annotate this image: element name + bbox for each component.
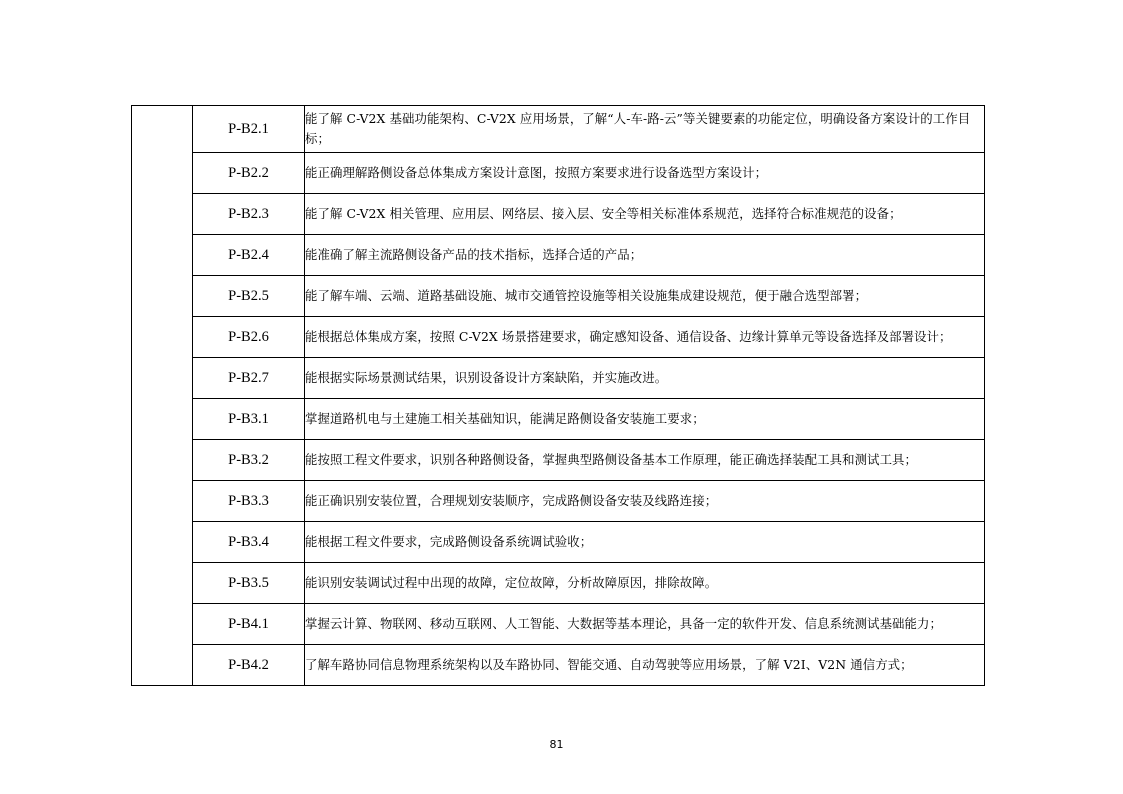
item-code: P-B3.3: [193, 481, 305, 522]
item-code: P-B3.2: [193, 440, 305, 481]
table-row: [132, 153, 985, 194]
item-code: P-B3.4: [193, 522, 305, 563]
item-description: 能按照工程文件要求，识别各种路侧设备，掌握典型路侧设备基本工作原理，能正确选择装配工具和测试工具；: [305, 440, 985, 481]
item-description: 能了解 C-V2X 基础功能架构、C-V2X 应用场景，了解“人-车-路-云”等关键要素的功能定位，明确设备方案设计的工作目标；: [305, 106, 985, 153]
item-code: P-B3.5: [193, 563, 305, 604]
item-code: P-B3.1: [193, 399, 305, 440]
item-code: P-B2.6: [193, 317, 305, 358]
item-code: P-B2.3: [193, 194, 305, 235]
item-code: P-B2.5: [193, 276, 305, 317]
item-description: 能了解车端、云端、道路基础设施、城市交通管控设施等相关设施集成建设规范，便于融合选型部署；: [305, 276, 985, 317]
item-code: P-B4.2: [193, 645, 305, 686]
item-description: 能正确理解路侧设备总体集成方案设计意图，按照方案要求进行设备选型方案设计；: [305, 153, 985, 194]
table-row: [132, 106, 985, 153]
table-row: [132, 563, 985, 604]
item-description: 能正确识别安装位置，合理规划安装顺序，完成路侧设备安装及线路连接；: [305, 481, 985, 522]
item-description: 能根据总体集成方案，按照 C-V2X 场景搭建要求，确定感知设备、通信设备、边缘计算单元等设备选择及部署设计；: [305, 317, 985, 358]
table-row: [132, 276, 985, 317]
item-description: 能识别安装调试过程中出现的故障，定位故障，分析故障原因，排除故障。: [305, 563, 985, 604]
item-description: 能了解 C-V2X 相关管理、应用层、网络层、接入层、安全等相关标准体系规范，选择符合标准规范的设备；: [305, 194, 985, 235]
item-description: 掌握云计算、物联网、移动互联网、人工智能、大数据等基本理论，具备一定的软件开发、信息系统测试基础能力；: [305, 604, 985, 645]
table-row: [132, 399, 985, 440]
table-row: [132, 358, 985, 399]
requirements-table-body: [132, 106, 985, 686]
table-row: [132, 194, 985, 235]
page-number: 81: [549, 738, 564, 751]
table-row: [132, 235, 985, 276]
item-code: P-B4.1: [193, 604, 305, 645]
item-code: P-B2.2: [193, 153, 305, 194]
item-description: 能根据工程文件要求，完成路侧设备系统调试验收；: [305, 522, 985, 563]
item-code: P-B2.1: [193, 106, 305, 153]
item-description: 掌握道路机电与土建施工相关基础知识，能满足路侧设备安装施工要求；: [305, 399, 985, 440]
category-cell: [132, 106, 193, 686]
item-description: 了解车路协同信息物理系统架构以及车路协同、智能交通、自动驾驶等应用场景，了解 V2I、V2N 通信方式；: [305, 645, 985, 686]
item-description: 能根据实际场景测试结果，识别设备设计方案缺陷，并实施改进。: [305, 358, 985, 399]
table-row: [132, 604, 985, 645]
item-code: P-B2.7: [193, 358, 305, 399]
item-code: P-B2.4: [193, 235, 305, 276]
table-row: [132, 645, 985, 686]
item-description: 能准确了解主流路侧设备产品的技术指标，选择合适的产品；: [305, 235, 985, 276]
table-row: [132, 440, 985, 481]
table-row: [132, 317, 985, 358]
requirements-table: [131, 105, 985, 686]
table-row: [132, 481, 985, 522]
table-row: [132, 522, 985, 563]
